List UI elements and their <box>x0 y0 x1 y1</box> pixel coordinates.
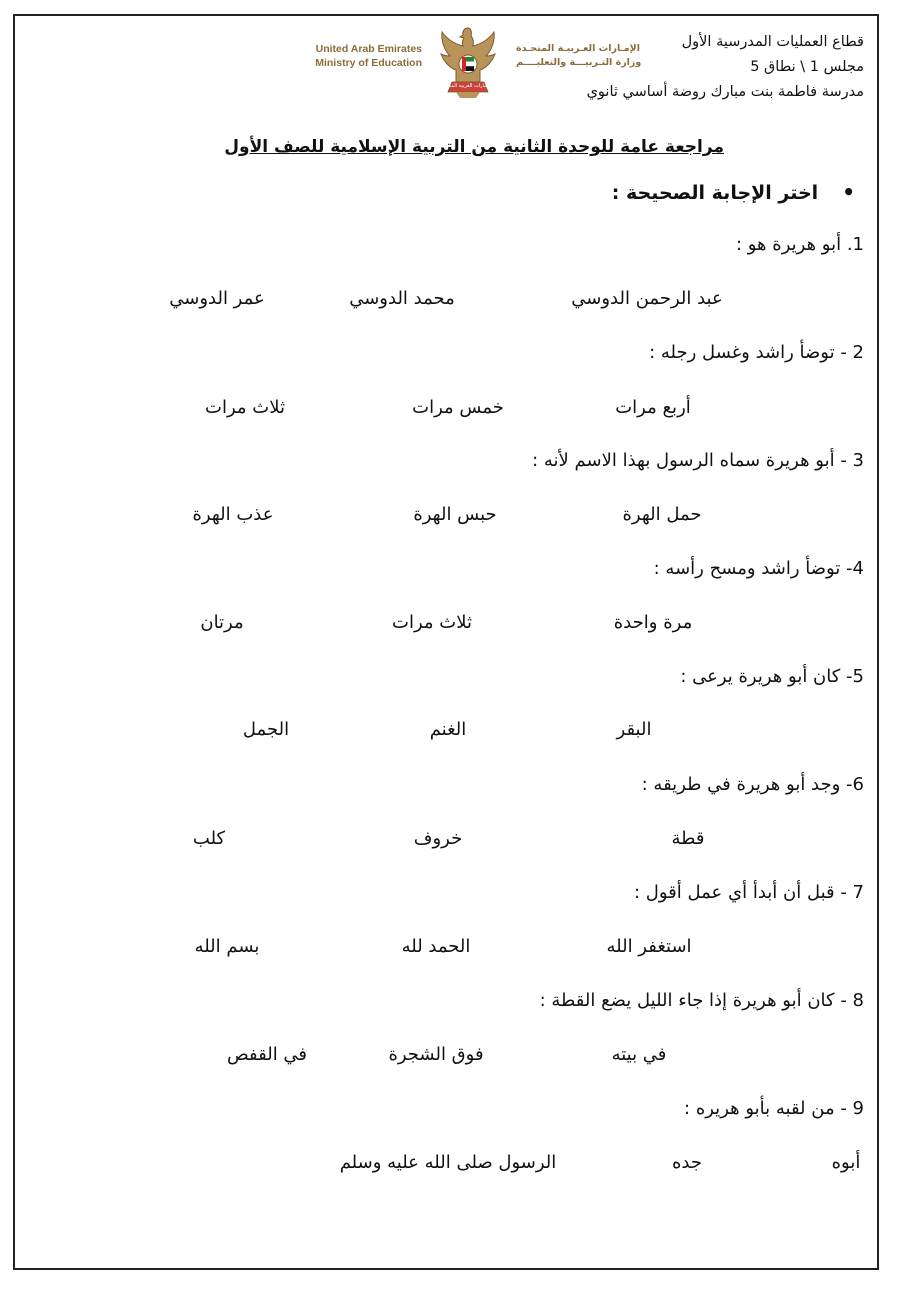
q8-option-1: في بيته <box>611 1044 667 1065</box>
question-9: 9 - من لقبه بأبو هريره : <box>684 1098 864 1119</box>
logo-en-line-1: United Arab Emirates <box>315 43 422 55</box>
logo-arabic-text <box>516 42 646 70</box>
q8-option-3: في القفص <box>226 1044 308 1065</box>
q4-option-2: ثلاث مرات <box>392 612 472 633</box>
q8-option-2: فوق الشجرة <box>388 1044 484 1065</box>
question-5: 5- كان أبو هريرة يرعى : <box>680 666 864 687</box>
q6-option-1: قطة <box>671 828 705 849</box>
logo-en-line-2: Ministry of Education <box>315 57 422 69</box>
q5-option-1: البقر <box>616 719 652 740</box>
bullet-icon: • <box>842 180 855 204</box>
question-4: 4- توضأ راشد ومسح رأسه : <box>653 558 864 579</box>
school-name-line: مدرسة فاطمة بنت مبارك روضة أساسي ثانوي <box>586 84 864 100</box>
q7-option-2: الحمد لله <box>401 936 471 957</box>
q5-option-2: الغنم <box>429 719 467 740</box>
q2-option-1: أربع مرات <box>615 397 691 418</box>
question-8: 8 - كان أبو هريرة إذا جاء الليل يضع القطة : <box>539 990 864 1011</box>
q3-option-3: عذب الهرة <box>192 504 274 525</box>
q3-option-1: حمل الهرة <box>622 504 702 525</box>
q9-option-2: جده <box>671 1152 702 1173</box>
council-line: مجلس 1 \ نطاق 5 <box>750 59 864 75</box>
logo-english-text <box>292 42 422 70</box>
q7-option-1: استغفر الله <box>606 936 692 957</box>
sector-line: قطاع العمليات المدرسية الأول <box>681 34 864 50</box>
q2-option-2: خمس مرات <box>412 397 504 418</box>
q4-option-3: مرتان <box>200 612 244 633</box>
question-6: 6- وجد أبو هريرة في طريقه : <box>641 774 864 795</box>
q3-option-2: حبس الهرة <box>413 504 497 525</box>
emblem-ribbon-text: الإمارات العربية المتحدة <box>441 83 491 89</box>
question-2: 2 - توضأ راشد وغسل رجله : <box>649 342 864 363</box>
q6-option-2: خروف <box>413 828 463 849</box>
logo-ar-line-2: وزارة التـربيـــة والتعليــــم <box>516 57 642 68</box>
q9-option-3: الرسول صلى الله عليه وسلم <box>339 1152 557 1173</box>
q9-option-1: أبوه <box>831 1152 861 1173</box>
question-1: 1. أبو هريرة هو : <box>735 234 864 255</box>
uae-emblem-icon <box>436 24 500 102</box>
q1-option-2: محمد الدوسي <box>349 288 455 309</box>
q6-option-3: كلب <box>192 828 226 849</box>
page-title: مراجعة عامة للوحدة الثانية من التربية الإسلامية للصف الأول <box>224 137 724 157</box>
q7-option-3: بسم الله <box>194 936 260 957</box>
q2-option-3: ثلاث مرات <box>205 397 285 418</box>
q5-option-3: الجمل <box>242 719 290 740</box>
q4-option-1: مرة واحدة <box>613 612 693 633</box>
instruction-text: اختر الإجابة الصحيحة : <box>611 182 819 204</box>
instruction <box>612 180 855 204</box>
question-3: 3 - أبو هريرة سماه الرسول بهذا الاسم لأنه : <box>532 450 864 471</box>
question-7: 7 - قبل أن أبدأ أي عمل أقول : <box>634 882 864 903</box>
logo-ar-line-1: الإمـارات العـربيـة المتحـدة <box>516 43 640 54</box>
q1-option-3: عمر الدوسي <box>169 288 265 309</box>
q1-option-1: عبد الرحمن الدوسي <box>571 288 723 309</box>
